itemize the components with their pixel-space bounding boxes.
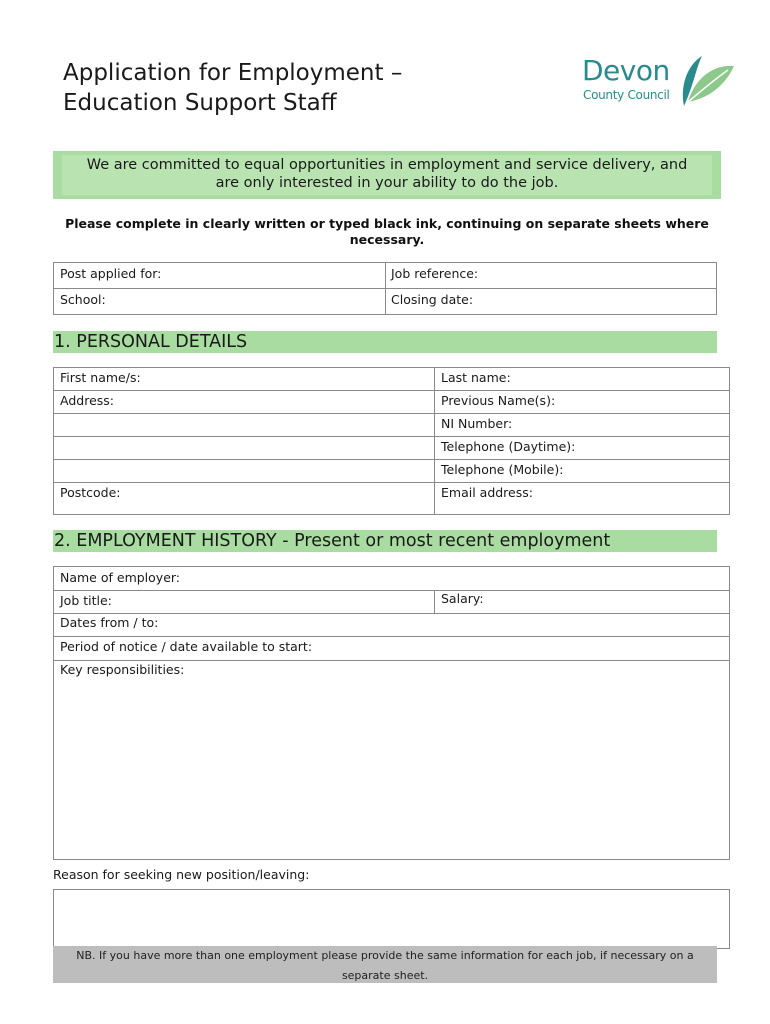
job-reference-field[interactable]: Job reference: xyxy=(391,266,479,281)
reason-label: Reason for seeking new position/leaving: xyxy=(53,867,310,882)
logo-subtitle: County Council xyxy=(583,88,670,102)
leaf-logo-icon xyxy=(676,50,738,108)
instructions xyxy=(53,216,721,248)
banner-line-2: are only interested in your ability to do the job. xyxy=(215,175,559,191)
instructions-line-1: Please complete in clearly written or typed black ink, continuing on separate sheets where xyxy=(65,216,709,231)
ni-number-field[interactable]: NI Number: xyxy=(441,416,513,431)
job-title-field[interactable]: Job title: xyxy=(60,593,112,608)
multiple-employment-note xyxy=(53,946,717,983)
note-line-2: separate sheet. xyxy=(341,969,429,982)
employment-table xyxy=(53,566,730,860)
dates-field[interactable]: Dates from / to: xyxy=(60,615,159,630)
key-responsibilities-field[interactable]: Key responsibilities: xyxy=(60,662,185,677)
telephone-mobile-field[interactable]: Telephone (Mobile): xyxy=(441,462,564,477)
last-name-field[interactable]: Last name: xyxy=(441,370,511,385)
post-applied-field[interactable]: Post applied for: xyxy=(60,266,162,281)
reason-textarea[interactable] xyxy=(53,889,730,949)
telephone-daytime-field[interactable]: Telephone (Daytime): xyxy=(441,439,576,454)
equal-opportunities-banner xyxy=(53,151,721,199)
personal-details-table xyxy=(53,367,730,515)
salary-field[interactable]: Salary: xyxy=(441,591,484,606)
previous-names-field[interactable]: Previous Name(s): xyxy=(441,393,556,408)
school-field[interactable]: School: xyxy=(60,292,106,307)
email-field[interactable]: Email address: xyxy=(441,485,533,500)
instructions-line-2: necessary. xyxy=(349,232,425,247)
notice-period-field[interactable]: Period of notice / date available to start: xyxy=(60,639,313,654)
page-title xyxy=(63,58,402,118)
title-line-2: Education Support Staff xyxy=(63,90,337,116)
postcode-field[interactable]: Postcode: xyxy=(60,485,121,500)
note-line-1: NB. If you have more than one employment please provide the same information for each job, if necessary on a xyxy=(76,949,694,962)
post-table xyxy=(53,262,717,315)
personal-details-heading: 1. PERSONAL DETAILS xyxy=(53,331,717,353)
logo-name: Devon xyxy=(582,54,670,87)
address-field[interactable]: Address: xyxy=(60,393,114,408)
banner-line-1: We are committed to equal opportunities in employment and service delivery, and xyxy=(86,157,688,173)
employer-name-field[interactable]: Name of employer: xyxy=(60,570,181,585)
employment-history-heading: 2. EMPLOYMENT HISTORY - Present or most recent employment xyxy=(53,530,717,552)
first-name-field[interactable]: First name/s: xyxy=(60,370,141,385)
title-line-1: Application for Employment – xyxy=(63,60,403,86)
closing-date-field[interactable]: Closing date: xyxy=(391,292,474,307)
